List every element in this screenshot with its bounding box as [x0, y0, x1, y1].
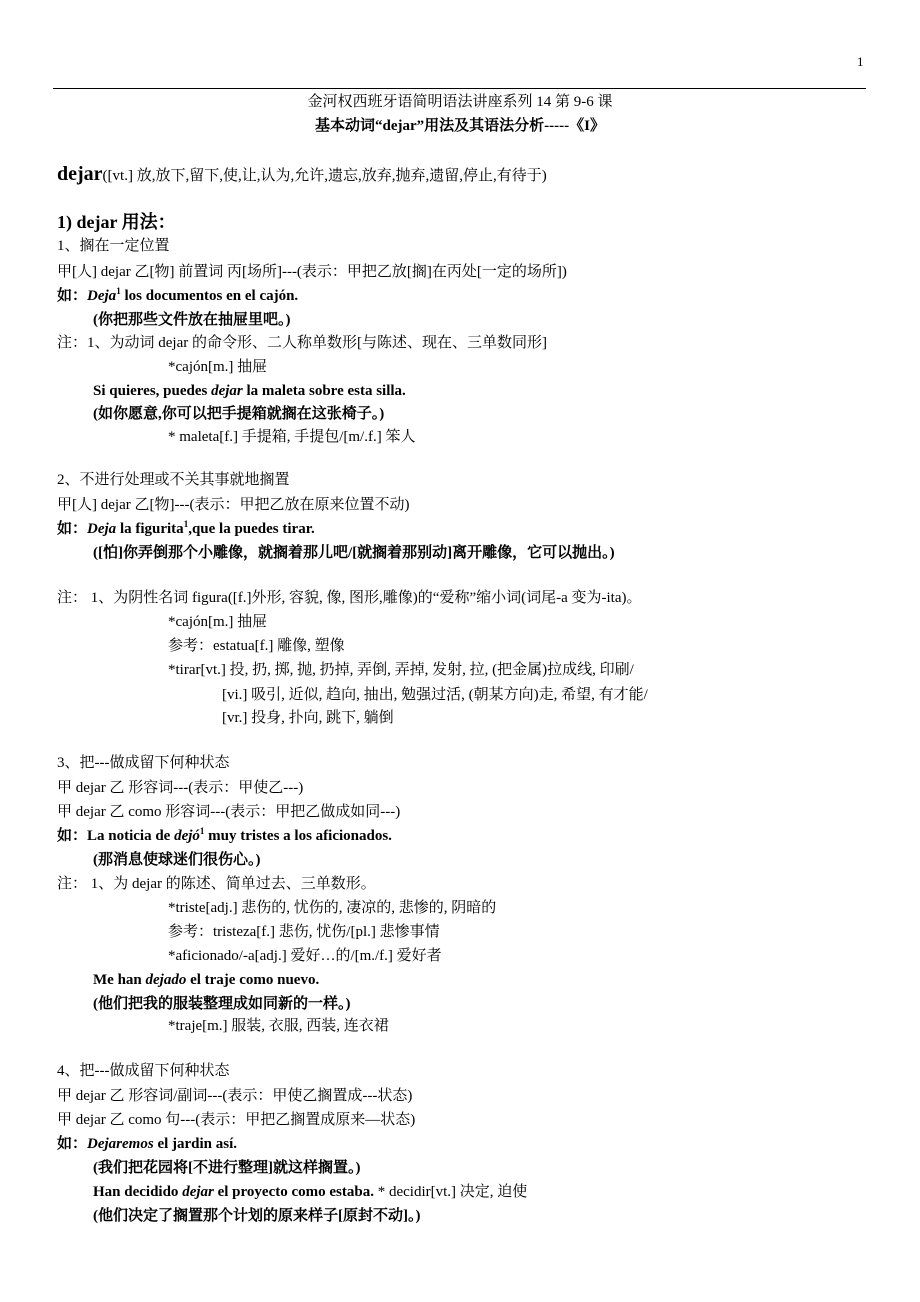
- series-heading: 金河权西班牙语简明语法讲座系列 14 第 9-6 课: [307, 94, 613, 110]
- text-line-s1e: [57, 286, 298, 306]
- text-line-s1f: 甲[人] dejar 乙[物] 前置词 丙[场所]---(表示：甲把乙放[搁]在丙处[一定的场所]): [57, 264, 567, 280]
- text-run: Han decidido: [93, 1184, 183, 1200]
- text-line-s4f2: 甲 dejar 乙 como 句---(表示：甲把乙搁置成原来—状态): [57, 1112, 416, 1128]
- word-definition: [57, 160, 547, 190]
- text-run: 如：: [57, 521, 88, 537]
- header-rule: [53, 88, 866, 89]
- text-run: el jardin así.: [153, 1136, 238, 1152]
- text-line-s1n3: * maleta[f.] 手提箱, 手提包/[m/.f.] 笨人: [168, 429, 416, 445]
- text-run: la figurita: [116, 521, 184, 537]
- page-number: 1: [857, 54, 864, 69]
- text-run: ,que la puedes tirar.: [188, 521, 315, 537]
- text-line-s3n3: 参考：tristeza[f.] 悲伤, 忧伤/[pl.] 悲惨事情: [168, 924, 440, 940]
- text-line-s3tr2: (他们把我的服装整理成如同新的一样。): [93, 996, 351, 1012]
- text-line-s2n4: *tirar[vt.] 投, 扔, 掷, 抛, 扔掉, 弄倒, 弄掉, 发射, 拉, (把金属)拉成线, 印刷/: [168, 662, 634, 678]
- text-line-s2n1: 注： 1、为阴性名词 figura([f.]外形, 容貌, 像, 图形,雕像)的“爱称”缩小词(词尾-a 变为-ita)。: [57, 590, 642, 606]
- text-line-s2h: 2、不进行处理或不关其事就地搁置: [57, 472, 290, 488]
- text-line-s1tr: (你把那些文件放在抽屉里吧。): [93, 312, 291, 328]
- text-run: * decidir[vt.] 决定, 迫使: [373, 1184, 528, 1200]
- text-line-s3f1: 甲 dejar 乙 形容词---(表示：甲使乙---): [57, 780, 304, 796]
- text-line-s2n6: [vr.] 投身, 扑向, 跳下, 躺倒: [222, 710, 394, 726]
- text-line-s3n4: *aficionado/-a[adj.] 爱好…的/[m./f.] 爱好者: [168, 948, 442, 964]
- text-line-s3ex2: [93, 970, 319, 990]
- text-line-s1n2: *cajón[m.] 抽屉: [168, 359, 268, 375]
- text-run: los documentos en el cajón.: [120, 288, 299, 304]
- footnote-mark: 1: [116, 286, 121, 296]
- text-line-s2f: 甲[人] dejar 乙[物]---(表示：甲把乙放在原来位置不动): [57, 497, 410, 513]
- text-run: 如：La noticia de: [57, 828, 175, 844]
- text-line-s4h: 4、把---做成留下何种状态: [57, 1063, 230, 1079]
- headword: dejar: [57, 163, 103, 185]
- text-line-s3h: 3、把---做成留下何种状态: [57, 755, 230, 771]
- headword-meaning: ([vt.] 放,放下,留下,使,让,认为,允许,遗忘,放弃,抛弃,遗留,停止,有待于): [102, 168, 547, 184]
- text-line-s3e: [57, 826, 392, 846]
- text-run: Me han: [93, 972, 146, 988]
- text-line-s3n5: *traje[m.] 服装, 衣服, 西装, 连衣裙: [168, 1018, 389, 1034]
- text-line-s1tr2: (如你愿意,你可以把手提箱就搁在这张椅子。): [93, 406, 385, 422]
- text-line-s2e: [57, 519, 315, 539]
- text-run: dejar: [182, 1184, 214, 1200]
- text-line-s1n1: 注：1、为动词 dejar 的命令形、二人称单数形[与陈述、现在、三单数同形]: [57, 335, 547, 351]
- footnote-mark: 1: [199, 826, 205, 836]
- text-run: dejó: [174, 828, 200, 844]
- text-line-s1ex2: [93, 381, 406, 401]
- text-line-s3f2: 甲 dejar 乙 como 形容词---(表示：甲把乙做成如同---): [57, 804, 401, 820]
- text-run: dejado: [145, 972, 187, 988]
- usage-heading: 1) dejar 用法：: [57, 212, 176, 232]
- text-line-s2n5: [vi.] 吸引, 近似, 趋向, 抽出, 勉强过活, (朝某方向)走, 希望, 有才能/: [222, 687, 648, 703]
- text-run: muy tristes a los aficionados.: [204, 828, 392, 844]
- text-line-s3n2: *triste[adj.] 悲伤的, 忧伤的, 凄凉的, 悲惨的, 阴暗的: [168, 900, 497, 916]
- text-run: Deja: [87, 288, 117, 304]
- text-line-s4e: [57, 1134, 237, 1154]
- footnote-mark: 1: [183, 519, 189, 529]
- text-line-s2n2: *cajón[m.] 抽屉: [168, 614, 268, 630]
- text-run: dejar: [211, 383, 243, 399]
- text-run: el traje como nuevo.: [186, 972, 320, 988]
- text-run: Dejaremos: [87, 1136, 154, 1152]
- text-run: 如：: [57, 288, 88, 304]
- text-line-s3n1: 注： 1、为 dejar 的陈述、简单过去、三单数形。: [57, 876, 376, 892]
- text-line-s4ex2: [93, 1182, 527, 1202]
- text-run: el proyecto como estaba.: [213, 1184, 374, 1200]
- text-line-s1h: 1、搁在一定位置: [57, 238, 170, 254]
- text-line-s4tr2: (他们决定了搁置那个计划的原来样子[原封不动]。): [93, 1208, 421, 1224]
- lesson-title: 基本动词“dejar”用法及其语法分析-----《I》: [315, 118, 605, 134]
- text-line-s3tr: (那消息使球迷们很伤心。): [93, 852, 261, 868]
- text-run: Deja: [87, 521, 117, 537]
- text-run: 如：: [57, 1136, 88, 1152]
- text-line-s4tr: (我们把花园将[不进行整理]就这样搁置。): [93, 1160, 361, 1176]
- text-run: Si quieres, puedes: [93, 383, 212, 399]
- text-run: la maleta sobre esta silla.: [242, 383, 406, 399]
- text-line-s2tr: ([怕]你弄倒那个小雕像，就搁着那儿吧/[就搁着那别动]离开雕像，它可以抛出。): [93, 545, 615, 561]
- text-line-s2n3: 参考：estatua[f.] 雕像, 塑像: [168, 638, 345, 654]
- text-line-s4f1: 甲 dejar 乙 形容词/副词---(表示：甲使乙搁置成---状态): [57, 1088, 413, 1104]
